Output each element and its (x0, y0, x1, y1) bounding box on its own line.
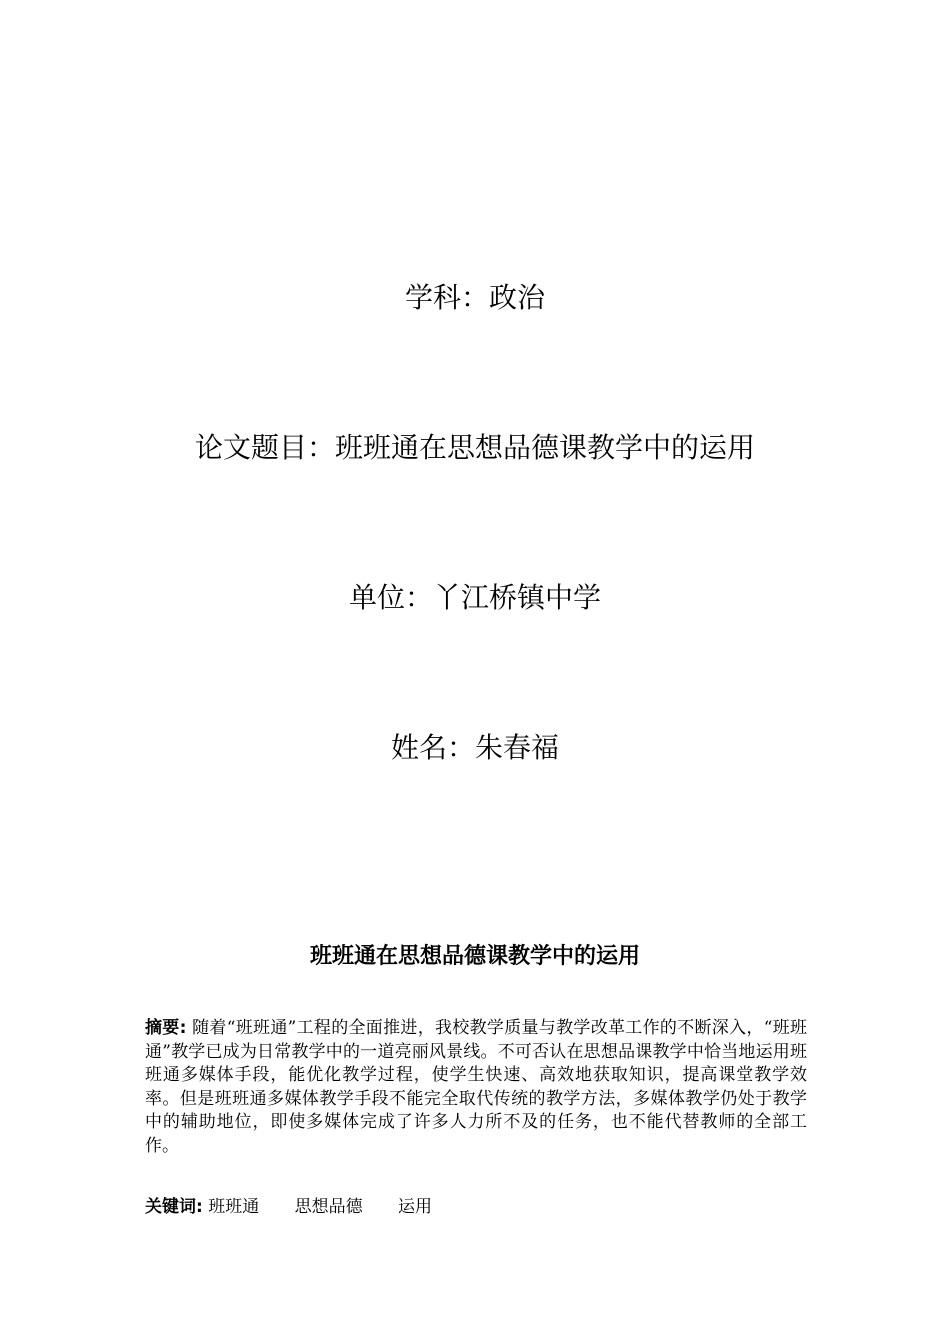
abstract-paragraph (145, 1017, 807, 1158)
keywords-line (145, 1195, 432, 1219)
keyword-item: 思想品德 (294, 1197, 363, 1217)
keyword-item: 运用 (398, 1197, 433, 1217)
keywords-label: 关键词: (145, 1197, 203, 1217)
abstract-text: 随着“班班通”工程的全面推进，我校教学质量与教学改革工作的不断深入，“班班通”教学已成为日常教学中的一道亮丽风景线。不可否认在思想品课教学中恰当地运用班班通多媒体手段，能优化教学过程，使学生快速、高效地获取知识，提高课堂教学效率。但是班班通多媒体教学手段不能完全取代传统的教学方法，多媒体教学仍处于教学中的辅助地位，即使多媒体完成了许多人力所不及的任务，也不能代替教师的全部工作。 (145, 1018, 807, 1156)
paper-title: 班班通在思想品德课教学中的运用 (309, 944, 640, 969)
abstract-label: 摘要: (145, 1018, 187, 1038)
cover-subject: 学科：政治 (404, 281, 545, 314)
cover-author-name: 姓名：朱春福 (390, 731, 559, 764)
keyword-item: 班班通 (208, 1197, 260, 1217)
cover-unit: 单位：丫江桥镇中学 (348, 581, 601, 614)
cover-paper-title: 论文题目：班班通在思想品德课教学中的运用 (194, 431, 755, 464)
